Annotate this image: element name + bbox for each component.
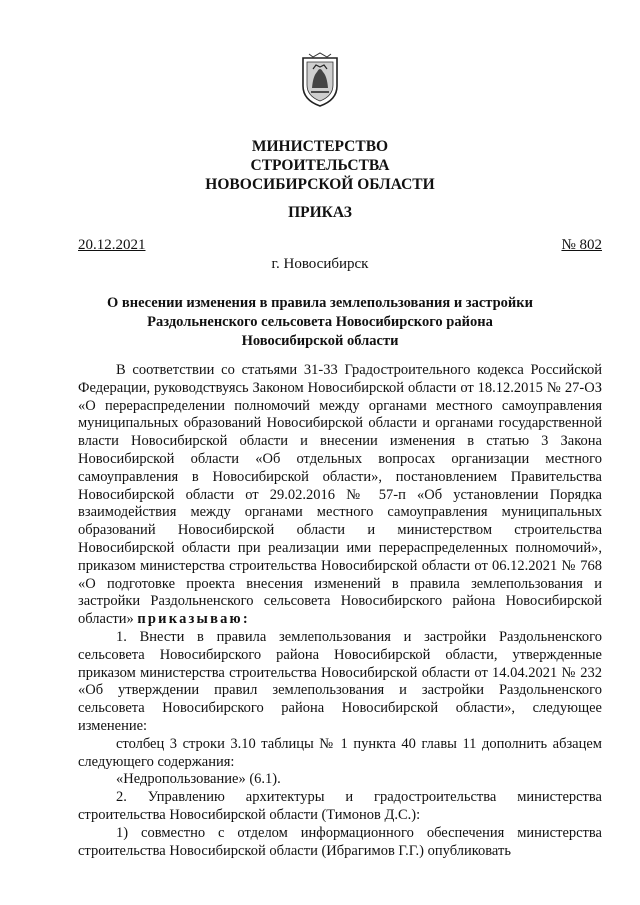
heading-line: О внесении изменения в правила землепользования и застройки	[106, 295, 533, 311]
coat-of-arms-icon	[299, 52, 341, 108]
order-keyword: приказываю:	[137, 611, 250, 628]
document-type: ПРИКАЗ	[288, 204, 352, 221]
ministry-title	[0, 137, 640, 194]
heading-line: Раздольненского сельсовета Новосибирского района	[147, 314, 493, 330]
body-paragraph-item-1: 1. Внести в правила землепользования и застройки Раздольненского сельсовета Новосибирского района Новосибирской области, утвержденные приказом министерства строительства Новосибирской области от 14.04.2021 № 232 «Об утверждении правил землепользования и застройки Раздольненского сельсовета Новосибирского района Новосибирской области», следующее изменение:	[78, 628, 602, 734]
body-paragraph-insert: «Недропользование» (6.1).	[116, 771, 281, 788]
body-paragraph-change: столбец 3 строки 3.10 таблицы № 1 пункта 40 главы 11 дополнить абзацем следующего содержания:	[78, 735, 602, 770]
ministry-title-line: МИНИСТЕРСТВО	[251, 138, 389, 155]
body-paragraph-preamble	[78, 362, 602, 629]
body-paragraph-subitem-1: 1) совместно с отделом информационного обеспечения министерства строительства Новосибирской области (Ибрагимов Г.Г.) опубликовать	[78, 824, 602, 859]
document-body	[78, 362, 602, 860]
document-number: № 802	[561, 237, 602, 253]
ministry-title-line: НОВОСИБИРСКОЙ ОБЛАСТИ	[205, 176, 435, 193]
document-date: 20.12.2021	[78, 237, 146, 253]
heading-line: Новосибирской области	[241, 333, 399, 349]
ministry-title-line: СТРОИТЕЛЬСТВА	[250, 157, 390, 174]
document-heading	[0, 294, 640, 351]
body-paragraph-item-2: 2. Управлению архитектуры и градостроительства министерства строительства Новосибирской области (Тимонов Д.С.):	[78, 789, 602, 823]
document-city: г. Новосибирск	[271, 256, 369, 272]
preamble-text: В соответствии со статьями 31-33 Градостроительного кодекса Российской Федерации, руководствуясь Законом Новосибирской области от 18.12.2015 № 27-ОЗ «О перераспределении полномочий между органами местного самоуправления муниципальных образований Новосибирской области и органами государственной власти Новосибирской области и внесении изменения в статью 3 Закона Новосибирской области «Об отдельных вопросах организации местного самоуправления в Новосибирской области», постановлением Правительства Новосибирской области от 29.02.2016 № 57-п «Об установлении Порядка взаимодействия между органами местного самоуправления муниципальных образований Новосибирской области и министерством строительства Новосибирской области при реализации ими перераспределенных полномочий», приказом министерства строительства Новосибирской области от 06.12.2021 № 768 «О подготовке проекта внесения изменений в правила землепользования и застройки Раздольненского сельсовета Новосибирского района Новосибирской области»	[78, 362, 602, 628]
